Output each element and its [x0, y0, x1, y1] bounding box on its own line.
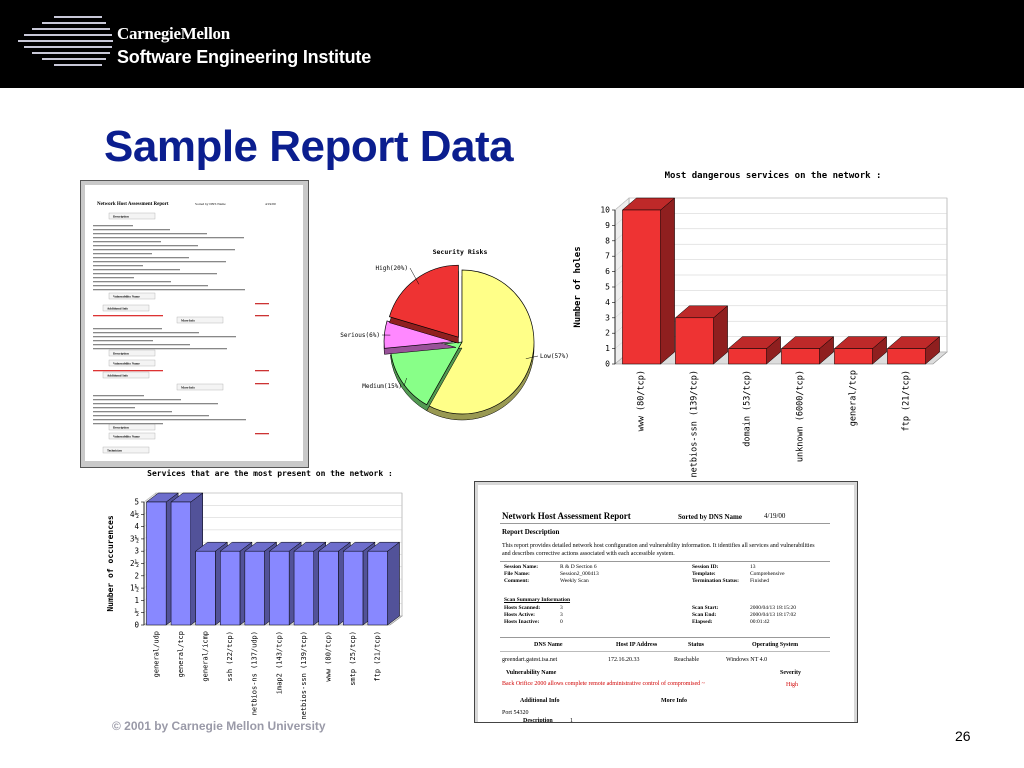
bar [622, 210, 660, 364]
report-date: 4/19/00 [764, 512, 786, 520]
elapsed: 00:01:42 [750, 619, 770, 625]
description-value: 1 [570, 718, 573, 722]
bar-side [661, 198, 675, 364]
col-status: Status [688, 642, 705, 648]
thumbnail-text-line [93, 340, 153, 341]
additional-info-label: Additional Info [520, 698, 560, 704]
col-os: Operating System [752, 642, 799, 648]
thumbnail-text-line [93, 225, 133, 226]
thumbnail-text-line [93, 249, 235, 250]
thumbnail-text-line [93, 344, 190, 345]
x-category-label: www (80/tcp) [636, 370, 647, 432]
thumbnail-text-line [93, 233, 207, 234]
severity-label: Severity [780, 670, 801, 676]
x-category-label: general/tcp [848, 370, 859, 427]
vuln-text: Back Orifice 2000 allows complete remote administrative control of compromised ~ [502, 681, 705, 687]
col-dns-name: DNS Name [534, 642, 563, 648]
thumbnail-section-label: Description [113, 351, 129, 356]
thumbnail-red-line [93, 370, 163, 371]
thumbnail-text-line [93, 273, 217, 274]
y-tick-label: ½ [134, 608, 139, 618]
y-tick-label: 10 [600, 205, 610, 215]
host-os: Windows NT 4.0 [726, 657, 768, 663]
x-category-label: ftp (21/tcp) [901, 370, 912, 432]
y-tick-label: 8 [605, 236, 610, 246]
pie-slice-label: Serious(6%) [340, 332, 380, 339]
dangerous-services-bar-chart [565, 166, 955, 476]
thumbnail-text-line [93, 281, 171, 282]
thumbnail-text-line [93, 241, 161, 242]
thumbnail-text-line [93, 257, 189, 258]
thumbnail-text-line [93, 419, 246, 420]
thumbnail-section-label: Technician [107, 448, 122, 453]
thumbnail-text-line [93, 415, 209, 416]
x-category-label: unknown (6000/tcp) [795, 370, 806, 463]
elapsed-label: Elapsed: [692, 619, 713, 625]
description-label: Description [523, 718, 553, 722]
bar [319, 551, 339, 625]
scan-end-label: Scan End: [692, 612, 717, 618]
report-thumbnail-content [85, 185, 303, 461]
hosts-inactive: 0 [560, 619, 563, 625]
pie-slice-label: Low(57%) [540, 353, 569, 360]
thumbnail-text-line [93, 229, 170, 230]
thumbnail-text-line [93, 237, 244, 238]
report-section-title: Report Description [502, 528, 560, 536]
y-tick-label: 5 [605, 282, 610, 292]
host-status: Reachable [674, 657, 699, 663]
bar [245, 551, 265, 625]
y-tick-label: 2 [605, 328, 610, 338]
comment: Weekly Scan [560, 578, 589, 584]
thumbnail-text-line [93, 328, 162, 329]
scan-summary: Scan Summary Information [504, 597, 571, 603]
thumbnail-text-line [93, 411, 172, 412]
report-sorted-by: Sorted by DNS Name [678, 513, 742, 521]
thumbnail-text-line [93, 285, 208, 286]
thumbnail-section-label: Vulnerability Name [113, 434, 140, 439]
thumbnail-text-line [93, 269, 180, 270]
y-tick-label: 2½ [129, 559, 139, 568]
bar [269, 551, 289, 625]
thumbnail-red-line [93, 315, 163, 316]
host-ip: 172.16.20.33 [608, 657, 640, 663]
thumbnail-section-label: Additional Info [107, 373, 128, 378]
thumbnail-text-line [93, 277, 134, 278]
session-name: R & D Section 6 [560, 564, 597, 570]
x-category-label: general/tcp [176, 631, 185, 678]
y-tick-label: 4½ [129, 509, 139, 519]
thumbnail-text-line [93, 336, 236, 337]
footer-copyright: © 2001 by Carnegie Mellon University [112, 719, 326, 733]
y-tick-label: 3 [134, 546, 139, 556]
y-tick-label: 4 [605, 297, 610, 307]
template-label: Template: [692, 571, 716, 577]
report-title: Network Host Assessment Report [502, 511, 631, 521]
x-category-label: domain (53/tcp) [742, 370, 753, 447]
thumbnail-text-line [93, 245, 198, 246]
bar [343, 551, 363, 625]
pie-title: Security Risks [432, 248, 488, 256]
thumbnail-text-line [93, 407, 135, 408]
pie-slice-label: High(20%) [375, 265, 408, 272]
y-tick-label: 1 [134, 595, 139, 605]
slide-title: Sample Report Data [104, 122, 514, 171]
report-description: This report provides detailed network host configuration and vulnerability information. It identifies all services and vulnerabilities and describes corrective actions associated with each accessible system. [502, 543, 815, 557]
thumbnail-text-line [93, 289, 245, 290]
x-category-label: ssh (22/tcp) [226, 631, 235, 682]
session-id-label: Session ID: [692, 564, 719, 570]
y-axis-label: Number of occurences [106, 515, 115, 612]
comment-label: Comment: [504, 578, 530, 584]
termination-status: Finished [750, 578, 769, 584]
thumbnail-section-label: Vulnerability Name [113, 294, 140, 299]
y-tick-label: 2 [134, 571, 139, 581]
hosts-active-label: Hosts Active: [504, 612, 536, 618]
bar [146, 502, 166, 625]
report-thumbnail-page [85, 185, 303, 461]
thumbnail-severity-mark [255, 433, 269, 434]
bar [368, 551, 388, 625]
report-screenshot [474, 481, 858, 723]
thumbnail-text-line [93, 395, 144, 396]
more-info-label: More Info [661, 698, 688, 704]
scan-end: 2000/04/13 18:17:02 [750, 612, 796, 618]
thumbnail-title: Network Host Assessment Report [97, 202, 169, 207]
x-category-label: netbios-ssn (139/tcp) [689, 370, 700, 478]
col-host-ip: Host IP Address [616, 642, 658, 648]
session-name-label: Session Name: [504, 564, 539, 570]
bar [887, 349, 925, 364]
x-category-label: imap2 (143/tcp) [275, 631, 284, 695]
y-tick-label: 1 [605, 344, 610, 354]
bar [196, 551, 216, 625]
thumbnail-section-label: Description [113, 425, 129, 430]
y-tick-label: 0 [134, 620, 139, 630]
thumbnail-text-line [93, 348, 227, 349]
chart-title: Most dangerous services on the network : [664, 171, 882, 181]
thumbnail-text-line [93, 253, 152, 254]
x-category-label: netbios-ns (137/udp) [250, 631, 259, 716]
thumbnail-text-line [93, 265, 143, 266]
thumbnail-severity-mark [255, 370, 269, 371]
thumbnail-section-label: Additional Info [107, 306, 128, 311]
report-thumbnail [80, 180, 309, 468]
pie-slice-label: Medium(15%) [362, 383, 402, 390]
bar [781, 349, 819, 364]
y-tick-label: 7 [605, 251, 610, 261]
thumbnail-date: 4/19/00 [265, 202, 276, 206]
file-name: Session2_000413 [560, 571, 599, 577]
org-name: CarnegieMellon [117, 24, 230, 43]
thumbnail-text-line [93, 399, 181, 400]
thumbnail-section-label: Vulnerability Name [113, 361, 140, 366]
y-tick-label: 6 [605, 267, 610, 277]
bar [834, 349, 872, 364]
thumbnail-section-label: Description [113, 214, 129, 219]
services-present-bar-chart [100, 466, 420, 720]
y-tick-label: 0 [605, 359, 610, 369]
chart-title: Services that are the most present on the network : [147, 469, 393, 478]
hosts-scanned: 3 [560, 605, 563, 611]
y-axis-label: Number of holes [573, 246, 583, 328]
bar [220, 551, 240, 625]
bar [675, 318, 713, 364]
header-bar [0, 0, 1024, 88]
thumbnail-sorted-by: Sorted by DNS Name [195, 202, 226, 206]
y-tick-label: 4 [134, 522, 139, 532]
thumbnail-text-line [93, 261, 226, 262]
x-category-label: ftp (21/tcp) [373, 631, 382, 682]
y-tick-label: 1½ [129, 583, 139, 593]
bar [728, 349, 766, 364]
page-number: 26 [955, 728, 971, 744]
host-dns: greendart.gatest.isa.net [502, 657, 558, 663]
sei-logo-icon [18, 14, 113, 70]
x-category-label: netbios-ssn (139/tcp) [299, 631, 308, 720]
scan-start: 2000/04/13 18:15:20 [750, 605, 796, 611]
template: Comprehensive [750, 571, 785, 577]
y-tick-label: 3 [605, 313, 610, 323]
x-category-label: general/icmp [201, 631, 210, 682]
hosts-scanned-label: Hosts Scanned: [504, 605, 541, 611]
bar [171, 502, 191, 625]
thumbnail-text-line [93, 423, 163, 424]
session-id: 13 [750, 564, 756, 570]
port: Port 54320 [502, 710, 529, 716]
thumbnail-text-line [93, 332, 199, 333]
thumbnail-severity-mark [255, 315, 269, 316]
vuln-name-label: Vulnerability Name [506, 670, 557, 676]
x-category-label: www (80/tcp) [324, 631, 333, 682]
y-tick-label: 3½ [129, 534, 139, 544]
security-risks-pie-chart [330, 240, 575, 430]
scan-start-label: Scan Start: [692, 605, 719, 611]
thumbnail-section-label: More Info [181, 385, 195, 390]
x-category-label: general/udp [152, 631, 161, 678]
thumbnail-severity-mark [255, 303, 269, 304]
bar-side [388, 542, 400, 625]
org-unit: Software Engineering Institute [117, 47, 372, 67]
thumbnail-severity-mark [255, 383, 269, 384]
file-name-label: File Name: [504, 571, 530, 577]
y-tick-label: 9 [605, 220, 610, 230]
y-tick-label: 5 [134, 497, 139, 507]
hosts-active: 3 [560, 612, 563, 618]
bar [294, 551, 314, 625]
report-page [478, 485, 854, 722]
hosts-inactive-label: Hosts Inactive: [504, 619, 540, 625]
x-category-label: smtp (25/tcp) [349, 631, 358, 686]
termination-label: Termination Status: [692, 578, 740, 584]
thumbnail-section-label: More Info [181, 318, 195, 323]
thumbnail-text-line [93, 403, 218, 404]
severity-value: High [786, 682, 798, 688]
